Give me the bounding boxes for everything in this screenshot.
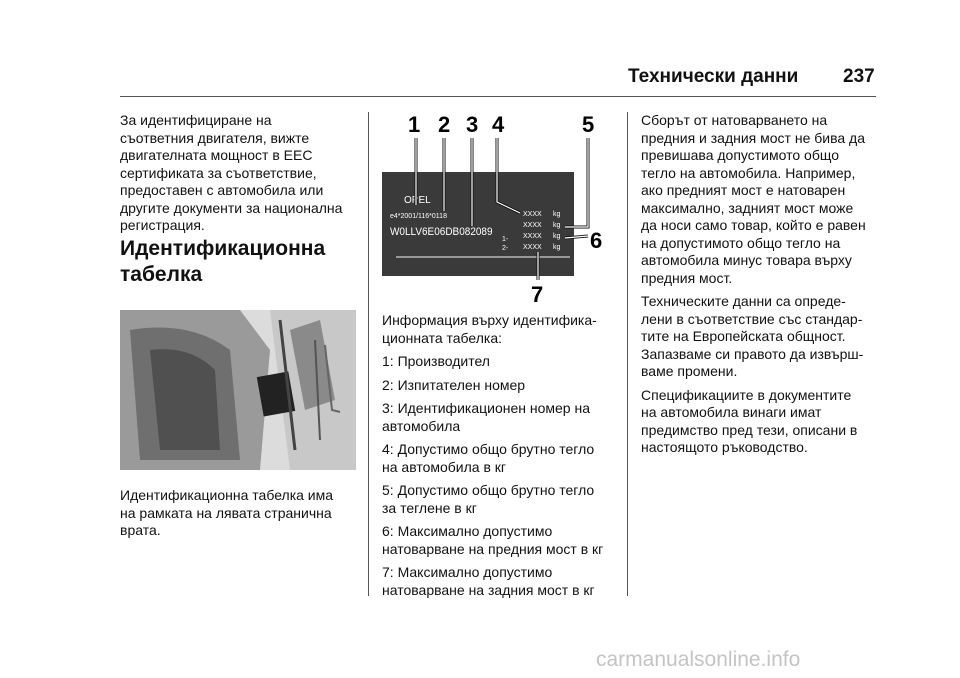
axle-load-notes	[641, 112, 881, 463]
legend-item-2: 2: Изпитателен номер	[382, 376, 526, 393]
column-divider-right	[627, 112, 628, 596]
plate-background	[382, 172, 574, 276]
plate-unit-4: kg	[553, 244, 561, 251]
axle-load-paragraph: Сборът от натоварването на предния и задния мост не бива да превишава допустимото общо тегло на автомобила. Например, ако предният мост е натоварен максимално, задният мост може да носи само товар, който е равен на допустимото общо тегло на автомобила минус товара върху предния мост.	[641, 112, 866, 286]
callout-5: 5	[582, 112, 595, 137]
legend-item-4: 4: Допустимо общо брутно тегло на автомобила в кг	[382, 441, 595, 475]
callout-4: 4	[492, 112, 505, 137]
legend-item-5: 5: Допустимо общо брутно тегло за теглене в кг	[382, 482, 595, 516]
legend-item-1: 1: Производител	[382, 353, 490, 369]
plate-value-front-axle: XXXX	[523, 233, 542, 240]
plate-legend	[382, 312, 622, 605]
plate-vin: W0LLV6E06DB082089	[390, 225, 493, 239]
section-heading: Идентификационна табелка	[120, 237, 326, 286]
plate-unit-1: kg	[553, 211, 561, 218]
legend-item-3: 3: Идентификационен номер на автомобила	[382, 400, 590, 434]
identification-plate-diagram	[380, 110, 610, 310]
plate-unit-2: kg	[553, 222, 561, 229]
plate-brand: OPEL	[404, 195, 431, 206]
callout-3: 3	[466, 112, 479, 137]
header-rule	[120, 96, 876, 97]
door-frame-photo	[120, 310, 356, 470]
specifications-paragraph: Спецификациите в документите на автомобила винаги имат предимство пред тези, описани в настоящото ръководство.	[641, 386, 858, 455]
page-header	[0, 0, 960, 100]
callout-6: 6	[590, 228, 603, 253]
plate-value-total: XXXX	[523, 211, 542, 218]
legend-item-7: 7: Максимално допустимо натоварване на задния мост в кг	[382, 564, 595, 598]
callout-1: 1	[408, 112, 421, 137]
callout-7: 7	[531, 282, 544, 307]
plate-value-towing: XXXX	[523, 222, 542, 229]
page-title: Технически данни	[628, 66, 799, 87]
plate-legend-intro: Информация върху идентифика- ционната табелка:	[382, 312, 597, 346]
photo-caption: Идентификационна табелка има на рамката на лявата странична врата.	[120, 487, 334, 538]
page-number: 237	[843, 66, 875, 87]
plate-unit-3: kg	[553, 233, 561, 240]
standards-paragraph: Техническите данни са опреде- лени в съответствие със стандар- тите на Европейската общност. Запазваме си правото да извърш- ваме промени.	[641, 293, 864, 379]
plate-axle-1-label: 1-	[502, 236, 509, 243]
watermark-text: carmanualsonline.info	[596, 648, 801, 671]
plate-axle-2-label: 2-	[502, 245, 509, 252]
intro-paragraph: За идентифициране на съответния двигателя, вижте двигателната мощност в ЕЕС сертификата за съответствие, предоставен с автомобила или другите документи за национална регистрация.	[120, 112, 343, 233]
plate-approval-number: e4*2001/116*0118	[390, 213, 447, 220]
callout-2: 2	[438, 112, 451, 137]
plate-value-rear-axle: XXXX	[523, 244, 542, 251]
legend-item-6: 6: Максимално допустимо натоварване на предния мост в кг	[382, 523, 604, 557]
column-divider-left	[368, 112, 369, 596]
